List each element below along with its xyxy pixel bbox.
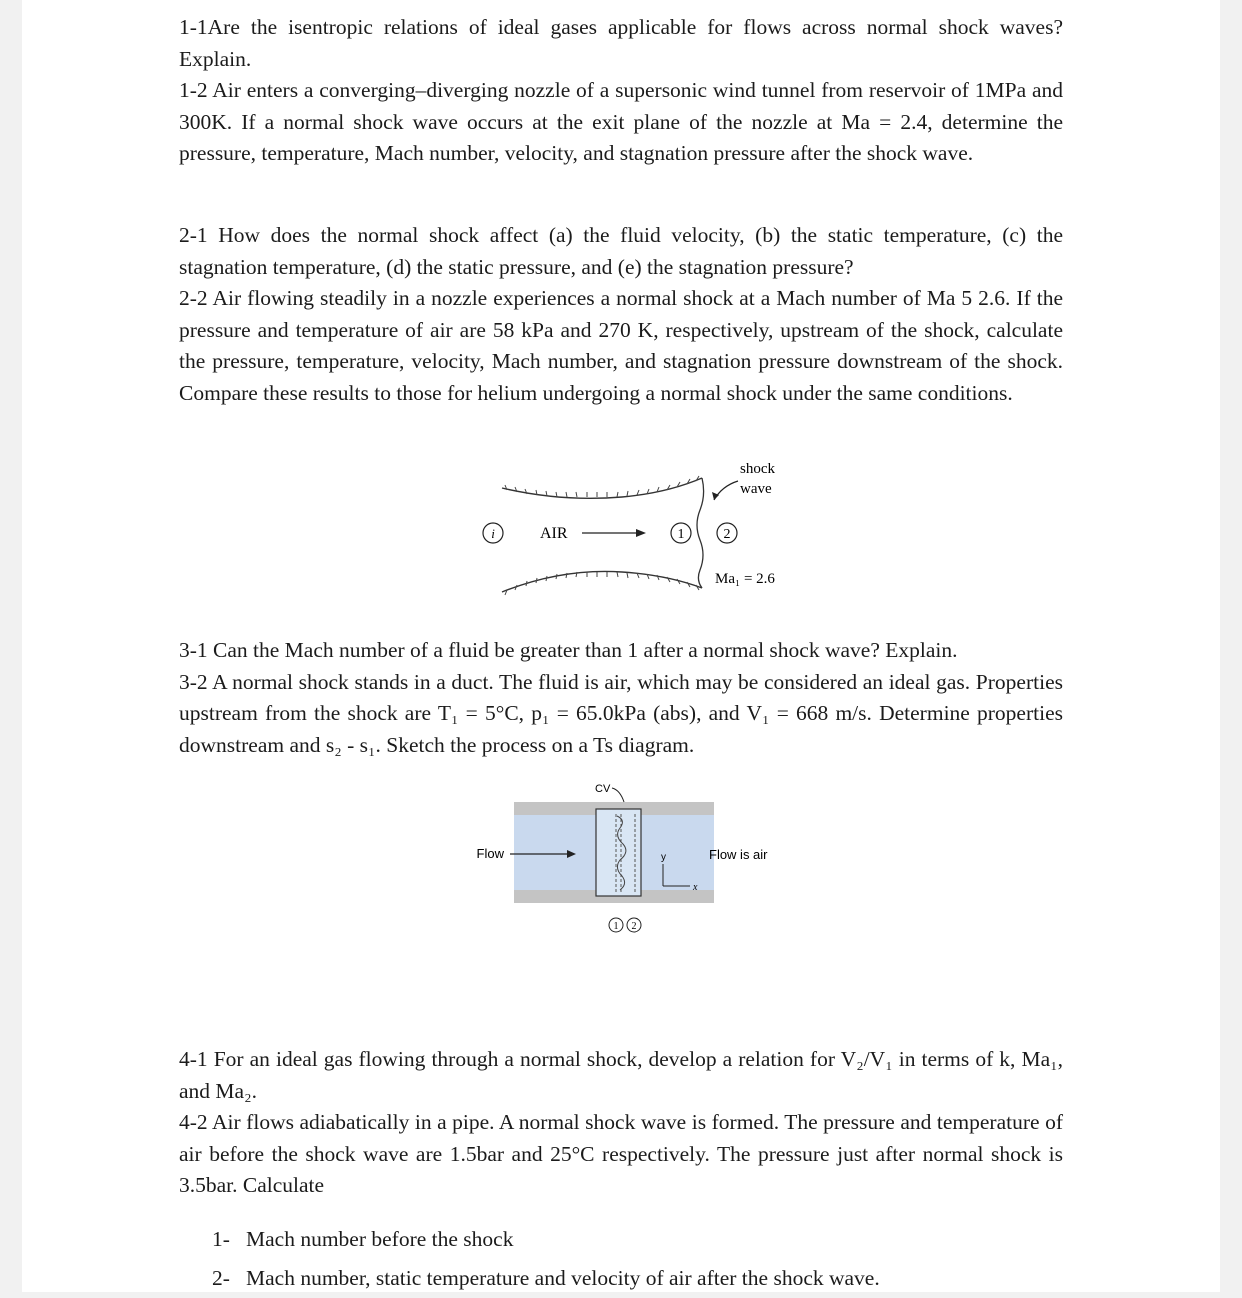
x-axis-label: x xyxy=(693,882,698,893)
question-1-2: 1-2 Air enters a converging–diverging nozzle of a supersonic wind tunnel from reservoir of 1MPa and 300K. If a normal shock wave occurs at the exit plane of the nozzle at Ma = 2.4, determine the pressure, temperature, Mach number, velocity, and stagnation pressure after the shock wave. xyxy=(179,78,1063,165)
question-block-1 xyxy=(179,12,1063,170)
mach-number-label: Ma₁ = 2.6 xyxy=(715,571,775,587)
shock-label-line1: shock xyxy=(740,461,775,477)
question-block-4 xyxy=(179,1044,1063,1202)
flow-label: Flow xyxy=(476,846,504,861)
question-4-2: 4-2 Air flows adiabatically in a pipe. A normal shock wave is formed. The pressure and temperature of air before the shock wave are 1.5bar and 25°C respectively. The pressure just after normal shock is 3.5bar. Calculate xyxy=(179,1110,1063,1197)
question-3-2: 3-2 A normal shock stands in a duct. The fluid is air, which may be considered an ideal gas. Properties upstream from the shock are T₁ = 5°C, p₁ = 65.0kPa (abs), and V₁ = 668 m/s. Determine properties downstream and s₂ - s₁. Sketch the process on a Ts diagram. xyxy=(179,669,1063,757)
list-item-text: Mach number before the shock xyxy=(246,1227,514,1251)
list-item-number: 2- xyxy=(212,1266,230,1290)
flow-is-air-label: Flow is air xyxy=(709,847,768,862)
shock-pointer-arrow-icon xyxy=(712,492,719,500)
shock-wave-line xyxy=(697,478,704,588)
nozzle-shock-figure xyxy=(432,450,812,610)
question-4-1: 4-1 For an ideal gas flowing through a normal shock, develop a relation for V₂/V₁ in terms of k, Ma₁, and Ma₂. xyxy=(179,1047,1063,1103)
y-axis-label: y xyxy=(661,852,666,863)
list-item xyxy=(212,1259,880,1298)
question-1-1: 1-1Are the isentropic relations of ideal gases applicable for flows across normal shock waves? Explain. xyxy=(179,15,1063,71)
list-item-text: Mach number, static temperature and velocity of air after the shock wave. xyxy=(246,1266,880,1290)
document-page xyxy=(22,0,1220,1292)
shock-label-line2: wave xyxy=(740,481,772,497)
duct-control-volume-figure xyxy=(462,772,782,942)
question-3-1: 3-1 Can the Mach number of a fluid be greater than 1 after a normal shock wave? Explain. xyxy=(179,638,958,662)
cv-label: CV xyxy=(595,783,611,795)
state-1-label: 1 xyxy=(613,921,619,932)
control-volume-box xyxy=(596,809,641,896)
list-item-number: 1- xyxy=(212,1227,230,1251)
flow-arrow-icon xyxy=(636,529,646,537)
question-2-2: 2-2 Air flowing steadily in a nozzle experiences a normal shock at a Mach number of Ma 5 2.6. If the pressure and temperature of air are 58 kPa and 270 K, respectively, upstream of the shock, calculate the pressure, temperature, velocity, Mach number, and stagnation pressure downstream of the shock. Compare these results to those for helium undergoing a normal shock under the same conditions. xyxy=(179,286,1063,405)
calculation-list xyxy=(212,1220,880,1298)
list-item xyxy=(212,1220,880,1259)
air-label: AIR xyxy=(540,525,568,542)
inlet-state-label: i xyxy=(491,526,495,541)
question-block-3 xyxy=(179,635,1063,761)
question-block-2 xyxy=(179,220,1063,409)
state-2-label: 2 xyxy=(631,921,637,932)
state-1-label: 1 xyxy=(677,527,685,542)
state-2-label: 2 xyxy=(723,527,731,542)
question-2-1: 2-1 How does the normal shock affect (a) the fluid velocity, (b) the static temperature, (c) the stagnation temperature, (d) the static pressure, and (e) the stagnation pressure? xyxy=(179,223,1063,279)
